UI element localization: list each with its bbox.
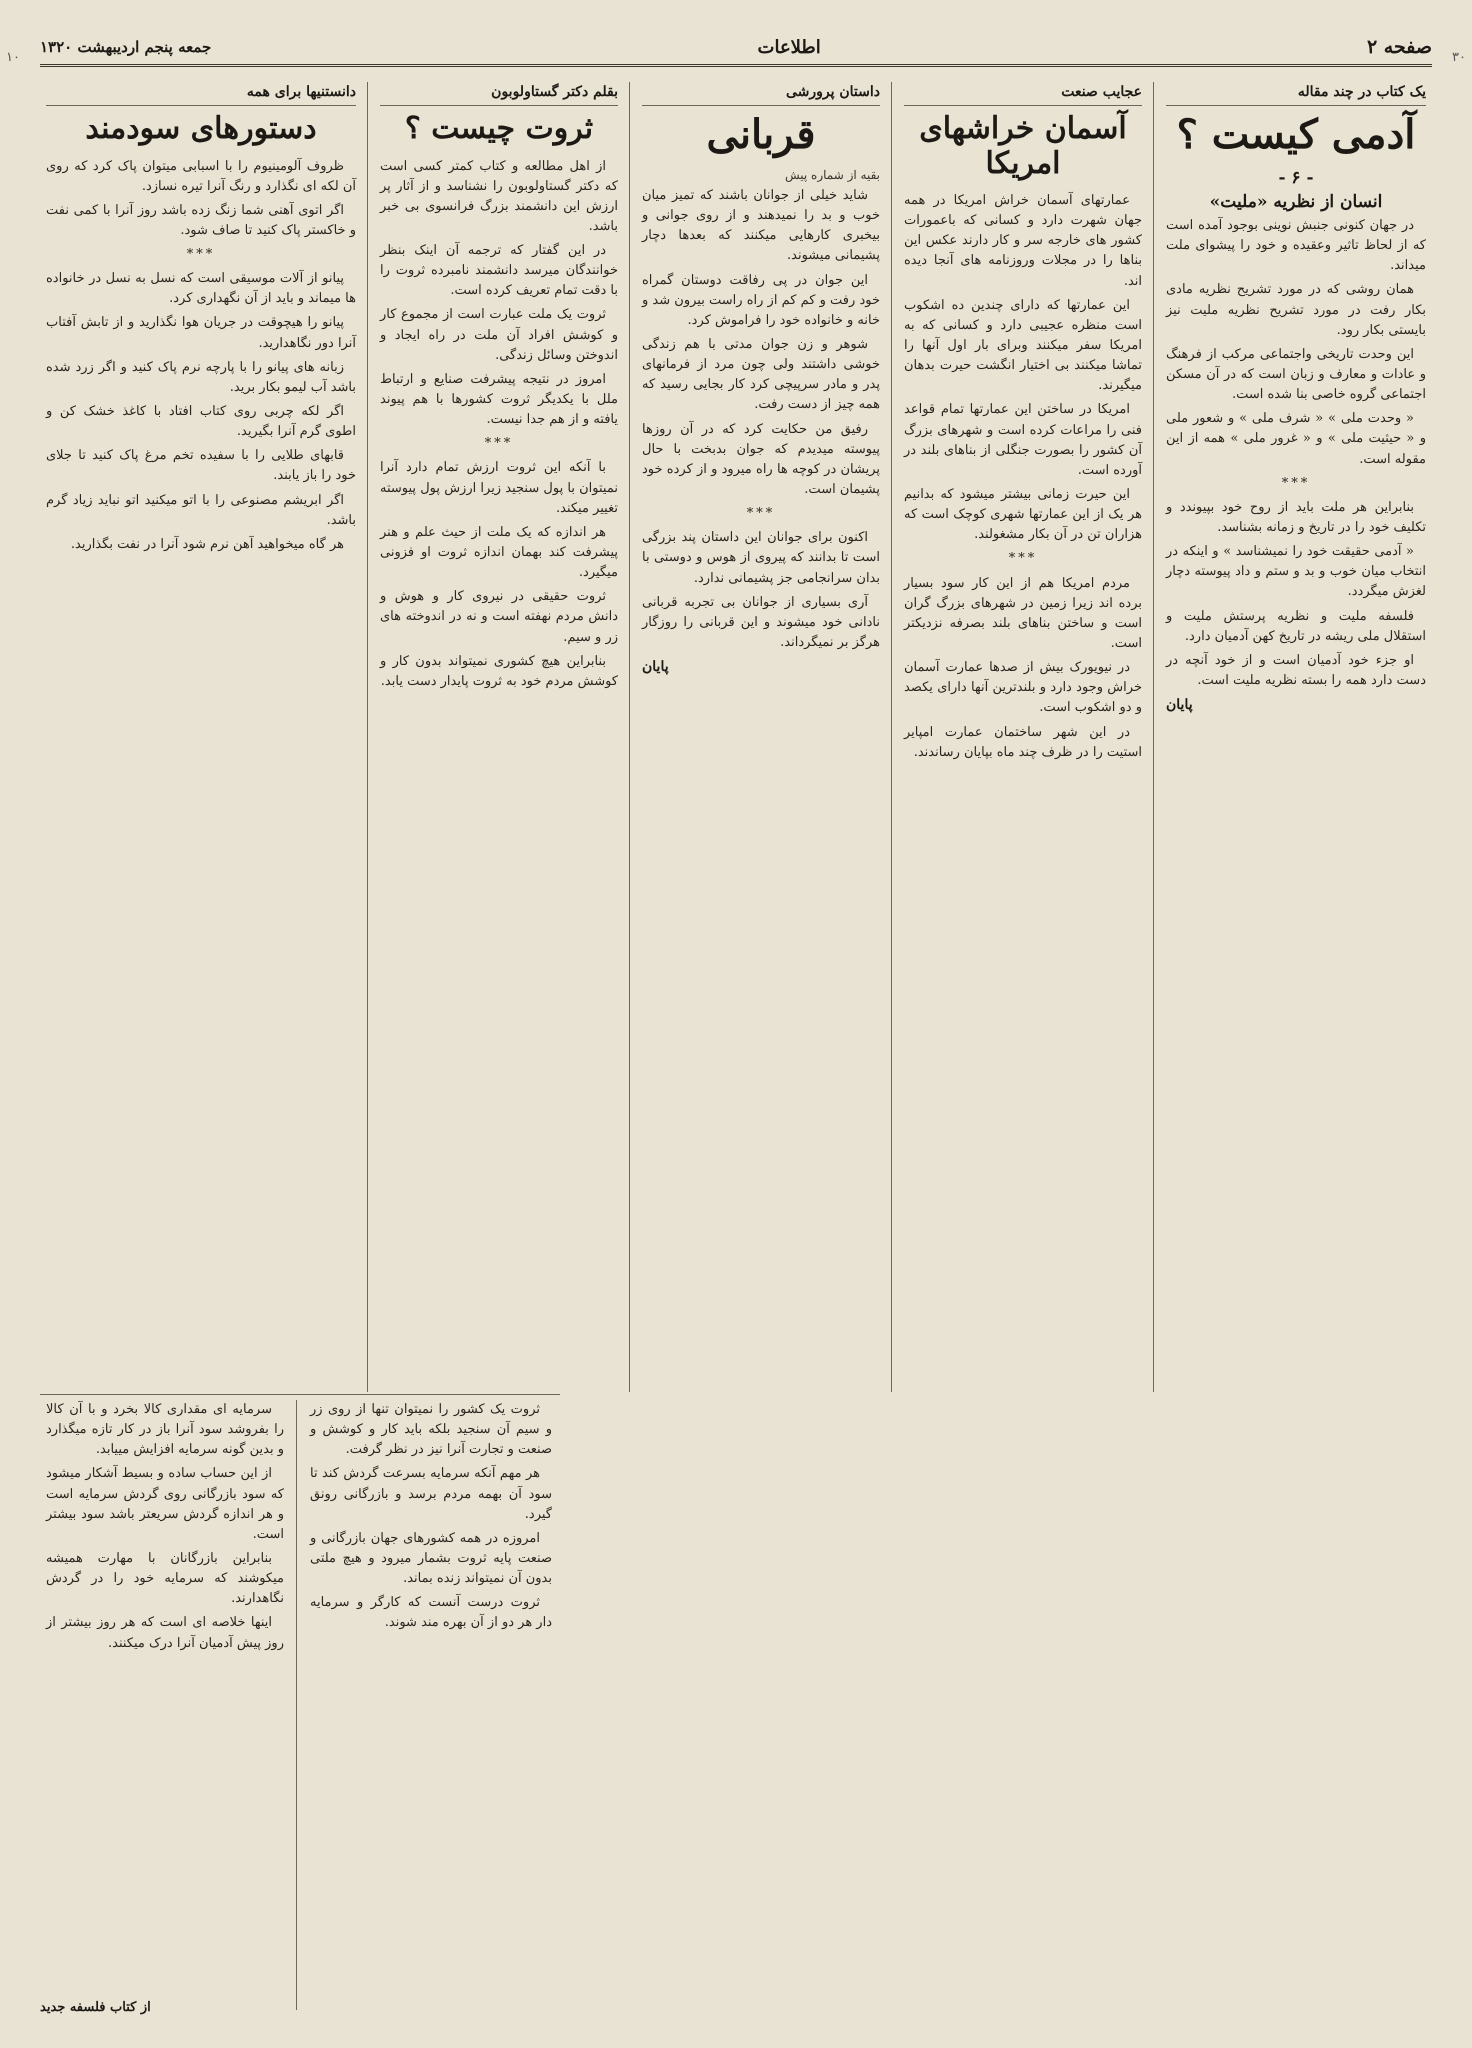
paragraph: این جوان در پی رفاقت دوستان گمراه خود رفت و کم کم از راه راست بیرون شد و خانه و خانواده خود را فراموش کرد.: [642, 272, 880, 328]
paragraph: امروز در نتیجه پیشرفت صنایع و ارتباط ملل با یکدیگر ثروت کشورها با هم پیوند یافته و از هم جدا نیست.: [380, 371, 618, 428]
column-1-title: آدمی کیست ؟: [1176, 111, 1416, 158]
column-1-kicker: یک کتاب در چند مقاله: [1166, 82, 1426, 106]
lower-column-5: [40, 1400, 290, 2010]
paragraph: با آنکه این ثروت ارزش تمام دارد آنرا نمیتوان با پول سنجید زیرا ارزش پول پیوسته تغییر میکند.: [380, 460, 618, 516]
column-3-article: [636, 82, 886, 1392]
paragraph: هر اندازه که یک ملت از حیث علم و هنر پیشرفت کند بهمان اندازه ثروت او فزونی میگیرد.: [380, 524, 618, 581]
column-4-article: [374, 82, 624, 1392]
column-3-kicker: داستان پرورشی: [642, 82, 880, 106]
paragraph: این حیرت زمانی بیشتر میشود که بدانیم هر یک از این عمارتها شهری کوچک است که هزاران تن در آن بکار مشغولند.: [904, 486, 1142, 543]
section-divider: ***: [484, 436, 514, 452]
column-5-article: [40, 82, 362, 1392]
paragraph: همان روشی که در مورد تشریح نظریه مادی بکار رفت در مورد تشریح نظریه ملیت نیز بایستی بکار رود.: [1166, 282, 1426, 338]
paragraph: امریکا در ساختن این عمارتها تمام قواعد فنی را مراعات کرده است و شهرهای بزرگ آن کشور را بصورت جنگلی از بناهای بلند در آورده است.: [904, 402, 1142, 478]
section-divider: ***: [1281, 475, 1311, 491]
column-rule: [367, 82, 368, 1392]
paragraph: این وحدت تاریخی واجتماعی مرکب از فرهنگ و عادات و معارف و زبان است که در آن مسکن اجتماعی گروه خاصی بنا شده است.: [1166, 346, 1426, 403]
section-separator: [40, 1394, 560, 1395]
page-number: صفحه ۲: [1366, 36, 1432, 58]
paragraph: هر مهم آنکه سرمایه بسرعت گردش کند تا سود آن بهمه مردم برسد و بازرگانی رونق گیرد.: [310, 1466, 552, 1522]
left-edge-number: ۱۰: [6, 50, 20, 65]
column-3-end: پایان: [642, 659, 669, 676]
paragraph: بنابراین بازرگانان با مهارت همیشه میکوشند که سرمایه خود را در گردش نگاهدارند.: [46, 1550, 284, 1607]
column-5-kicker: دانستنیها برای همه: [46, 82, 356, 106]
paragraph: « وحدت ملی » « شرف ملی » و شعور ملی و « حیثیت ملی » و « غرور ملی » همه از این مقوله است.: [1166, 411, 1426, 467]
article-source: از کتاب فلسفه جدید: [40, 2000, 151, 2015]
paragraph: او جزء خود آدمیان است و از خود آنچه در دست دارد همه را بسته نظریه ملیت است.: [1166, 652, 1426, 688]
paragraph: این عمارتها که دارای چندین ده اشکوب است منظره عجیبی دارد و کسانی که به امریکا سفر میکنند وبرای بار اول آنها را تماشا میکنند بی اختیار انگشت حیرت بدهان میگیرند.: [904, 297, 1142, 394]
column-4-kicker: بقلم دکتر گستاولوبون: [380, 82, 618, 106]
lower-column-4: [304, 1400, 558, 2010]
paragraph: قابهای طلایی را با سفیده تخم مرغ پاک کنید تا جلای خود را باز یابند.: [46, 448, 356, 484]
column-2-kicker: عجایب صنعت: [904, 82, 1142, 106]
paragraph: « آدمی حقیقت خود را نمیشناسد » و اینکه در انتخاب میان خوب و بد و ستم و داد پیوسته دچار لغزش میگردد.: [1166, 544, 1426, 600]
paragraph: اگر ابریشم مصنوعی را با اتو میکنید اتو نباید زیاد گرم باشد.: [46, 492, 356, 528]
column-3-body: [642, 186, 880, 653]
column-2-body: [904, 191, 1142, 763]
paragraph: اکنون برای جوانان این داستان پند بزرگی است تا بدانند که پیروی از هوس و دوستی با بدان سرانجامی جز پشیمانی ندارد.: [642, 530, 880, 586]
column-4-title: ثروت چیست ؟: [404, 111, 594, 146]
paragraph: پیانو را هیچوقت در جریان هوا نگذارید و از تابش آفتاب آنرا دور نگاهدارید.: [46, 315, 356, 351]
column-1-end: پایان: [1166, 697, 1193, 714]
paragraph: ثروت یک ملت عبارت است از مجموع کار و کوشش افراد آن ملت در راه ایجاد و اندوختن وسائل زندگی.: [380, 307, 618, 363]
issue-date: جمعه پنجم اردیبهشت ۱۳۲۰: [40, 38, 212, 56]
paragraph: اگر اتوی آهنی شما زنگ زده باشد روز آنرا با کمی نفت و خاکستر پاک کنید تا صاف شود.: [46, 202, 356, 238]
paragraph: ثروت یک کشور را نمیتوان تنها از روی زر و سیم آن سنجید بلکه باید کار و کوشش و صنعت و تجارت آنرا نیز در نظر گرفت.: [310, 1402, 552, 1458]
paragraph: شوهر و زن جوان مدتی با هم زندگی خوشی داشتند ولی چون مرد از فرمانهای پدر و مادر سرپیچی کرد کار بجایی رسید که همه چیز از دست رفت.: [642, 336, 880, 413]
section-divider: ***: [1008, 551, 1038, 567]
upper-columns: [40, 82, 1432, 1392]
lower-column-5-body: [46, 1400, 284, 1654]
section-divider: ***: [186, 247, 216, 263]
paragraph: در این شهر ساختمان عمارت امپایر استیت را در ظرف چند ماه بپایان رساندند.: [904, 724, 1142, 760]
paragraph: عمارتهای آسمان خراش امریکا در همه جهان شهرت دارد و کسانی که باعمورات کشور های خارجه سر و کار دارند عکس این بناها را در مجلات وروزنامه های آنجا دیده اند.: [904, 193, 1142, 289]
paragraph: در جهان کنونی جنبش نوینی بوجود آمده است که از لحاظ تاثیر وعقیده و خود را پیشوای ملت میداند.: [1166, 218, 1426, 274]
column-5-title: دستورهای سودمند: [85, 111, 317, 146]
paragraph: زبانه های پیانو را با پارچه نرم پاک کنید و اگر زرد شده باشد آب لیمو بکار برید.: [46, 359, 356, 395]
column-4-body: [380, 157, 618, 693]
section-divider: ***: [746, 506, 776, 522]
paragraph: بنابراین هر ملت باید از روح خود بپیوندد و تکلیف خود را در تاریخ و زمانه بشناسد.: [1166, 499, 1426, 535]
column-1-number: - ۶ -: [1278, 168, 1314, 188]
column-3-continuation: بقیه از شماره پیش: [784, 168, 880, 182]
newspaper-name: اطلاعات: [757, 36, 821, 58]
column-1-body: [1166, 216, 1426, 691]
paragraph: در نیویورک بیش از صدها عمارت آسمان خراش وجود دارد و بلندترین آنها دارای یکصد و دو اشکوب است.: [904, 660, 1142, 716]
paragraph: مردم امریکا هم از این کار سود بسیار برده اند زیرا زمین در شهرهای بزرگ گران است و ساختن بناهای بلند بصرفه نزدیکتر است.: [904, 575, 1142, 651]
column-1-article: [1160, 82, 1432, 1392]
column-3-title: قربانی: [706, 111, 816, 158]
paragraph: رفیق من حکایت کرد که در آن روزها پیوسته میدیدم که جوان بدبخت با حال پریشان در کوچه ها راه میرود و از کرده خود پشیمان است.: [642, 421, 880, 497]
paragraph: در این گفتار که ترجمه آن اینک بنظر خوانندگان میرسد دانشمند نامبرده ثروت را با دقت تمام تعریف کرده است.: [380, 243, 618, 299]
lower-column-4-body: [310, 1400, 552, 1634]
paragraph: از اهل مطالعه و کتاب کمتر کسی است که دکتر گستاولوبون را نشناسد و از آثار پر ارزش این دانشمند بزرگ فرانسوی بی خبر باشد.: [380, 158, 618, 234]
column-rule: [891, 82, 892, 1392]
paragraph: هر گاه میخواهید آهن نرم شود آنرا در نفت بگذارید.: [70, 536, 344, 552]
paragraph: امروزه در همه کشورهای جهان بازرگانی و صنعت پایه ثروت بشمار میرود و هیچ ملتی بدون آن نمیتواند زنده بماند.: [310, 1530, 552, 1587]
paragraph: پیانو از آلات موسیقی است که نسل به نسل در خانواده ها میماند و باید از آن نگهداری کرد.: [46, 271, 356, 307]
page-header: [40, 30, 1432, 67]
paragraph: آری بسیاری از جوانان بی تجربه قربانی نادانی خود میشوند و این قربانی را روزگار هرگز بر نمیگرداند.: [642, 594, 880, 650]
paragraph: اگر لکه چربی روی کتاب افتاد با کاغذ خشک کن و اطوی گرم آنرا بگیرید.: [46, 404, 356, 440]
paragraph: ثروت درست آنست که کارگر و سرمایه دار هر دو از آن بهره مند شوند.: [310, 1595, 552, 1631]
right-edge-number: ۳۰: [1452, 50, 1466, 65]
paragraph: شاید خیلی از جوانان باشند که تمیز میان خوب و بد را نمیدهند و از روی جوانی و بیخبری کارهایی میکنند که بعدها دچار پشیمانی میشوند.: [642, 188, 880, 264]
paragraph: ظروف آلومینیوم را با اسبابی میتوان پاک کرد که روی آن لکه ای نگذارد و رنگ آنرا تیره نسازد.: [46, 158, 356, 194]
column-rule: [296, 1400, 297, 2010]
column-2-article: [898, 82, 1148, 1392]
paragraph: بنابراین هیچ کشوری نمیتواند بدون کار و کوشش مردم خود به ثروت پایدار دست یابد.: [380, 653, 618, 689]
paragraph: از این حساب ساده و بسیط آشکار میشود که سود بازرگانی روی گردش سرمایه است و هر اندازه گردش سریعتر باشد سود بیشتر است.: [46, 1466, 284, 1542]
column-1-subtitle: انسان از نظریه «ملیت»: [1209, 192, 1383, 212]
paragraph: سرمایه ای مقداری کالا بخرد و با آن کالا را بفروشد سود آنرا باز در کار تازه میگذارد و بدین گونه سرمایه افزایش مییابد.: [46, 1402, 284, 1458]
paragraph: ثروت حقیقی در نیروی کار و هوش و دانش مردم نهفته است و نه در اندوخته های زر و سیم.: [380, 589, 618, 645]
paragraph: اینها خلاصه ای است که هر روز بیشتر از روز پیش آدمیان آنرا درک میکنند.: [46, 1615, 284, 1651]
column-2-title: آسمان خراشهای امریکا: [919, 111, 1127, 181]
column-rule: [1153, 82, 1154, 1392]
column-5-body: [46, 157, 356, 556]
column-rule: [629, 82, 630, 1392]
paragraph: فلسفه ملیت و نظریه پرستش ملیت و استقلال ملی ریشه در تاریخ کهن آدمیان دارد.: [1166, 608, 1426, 644]
